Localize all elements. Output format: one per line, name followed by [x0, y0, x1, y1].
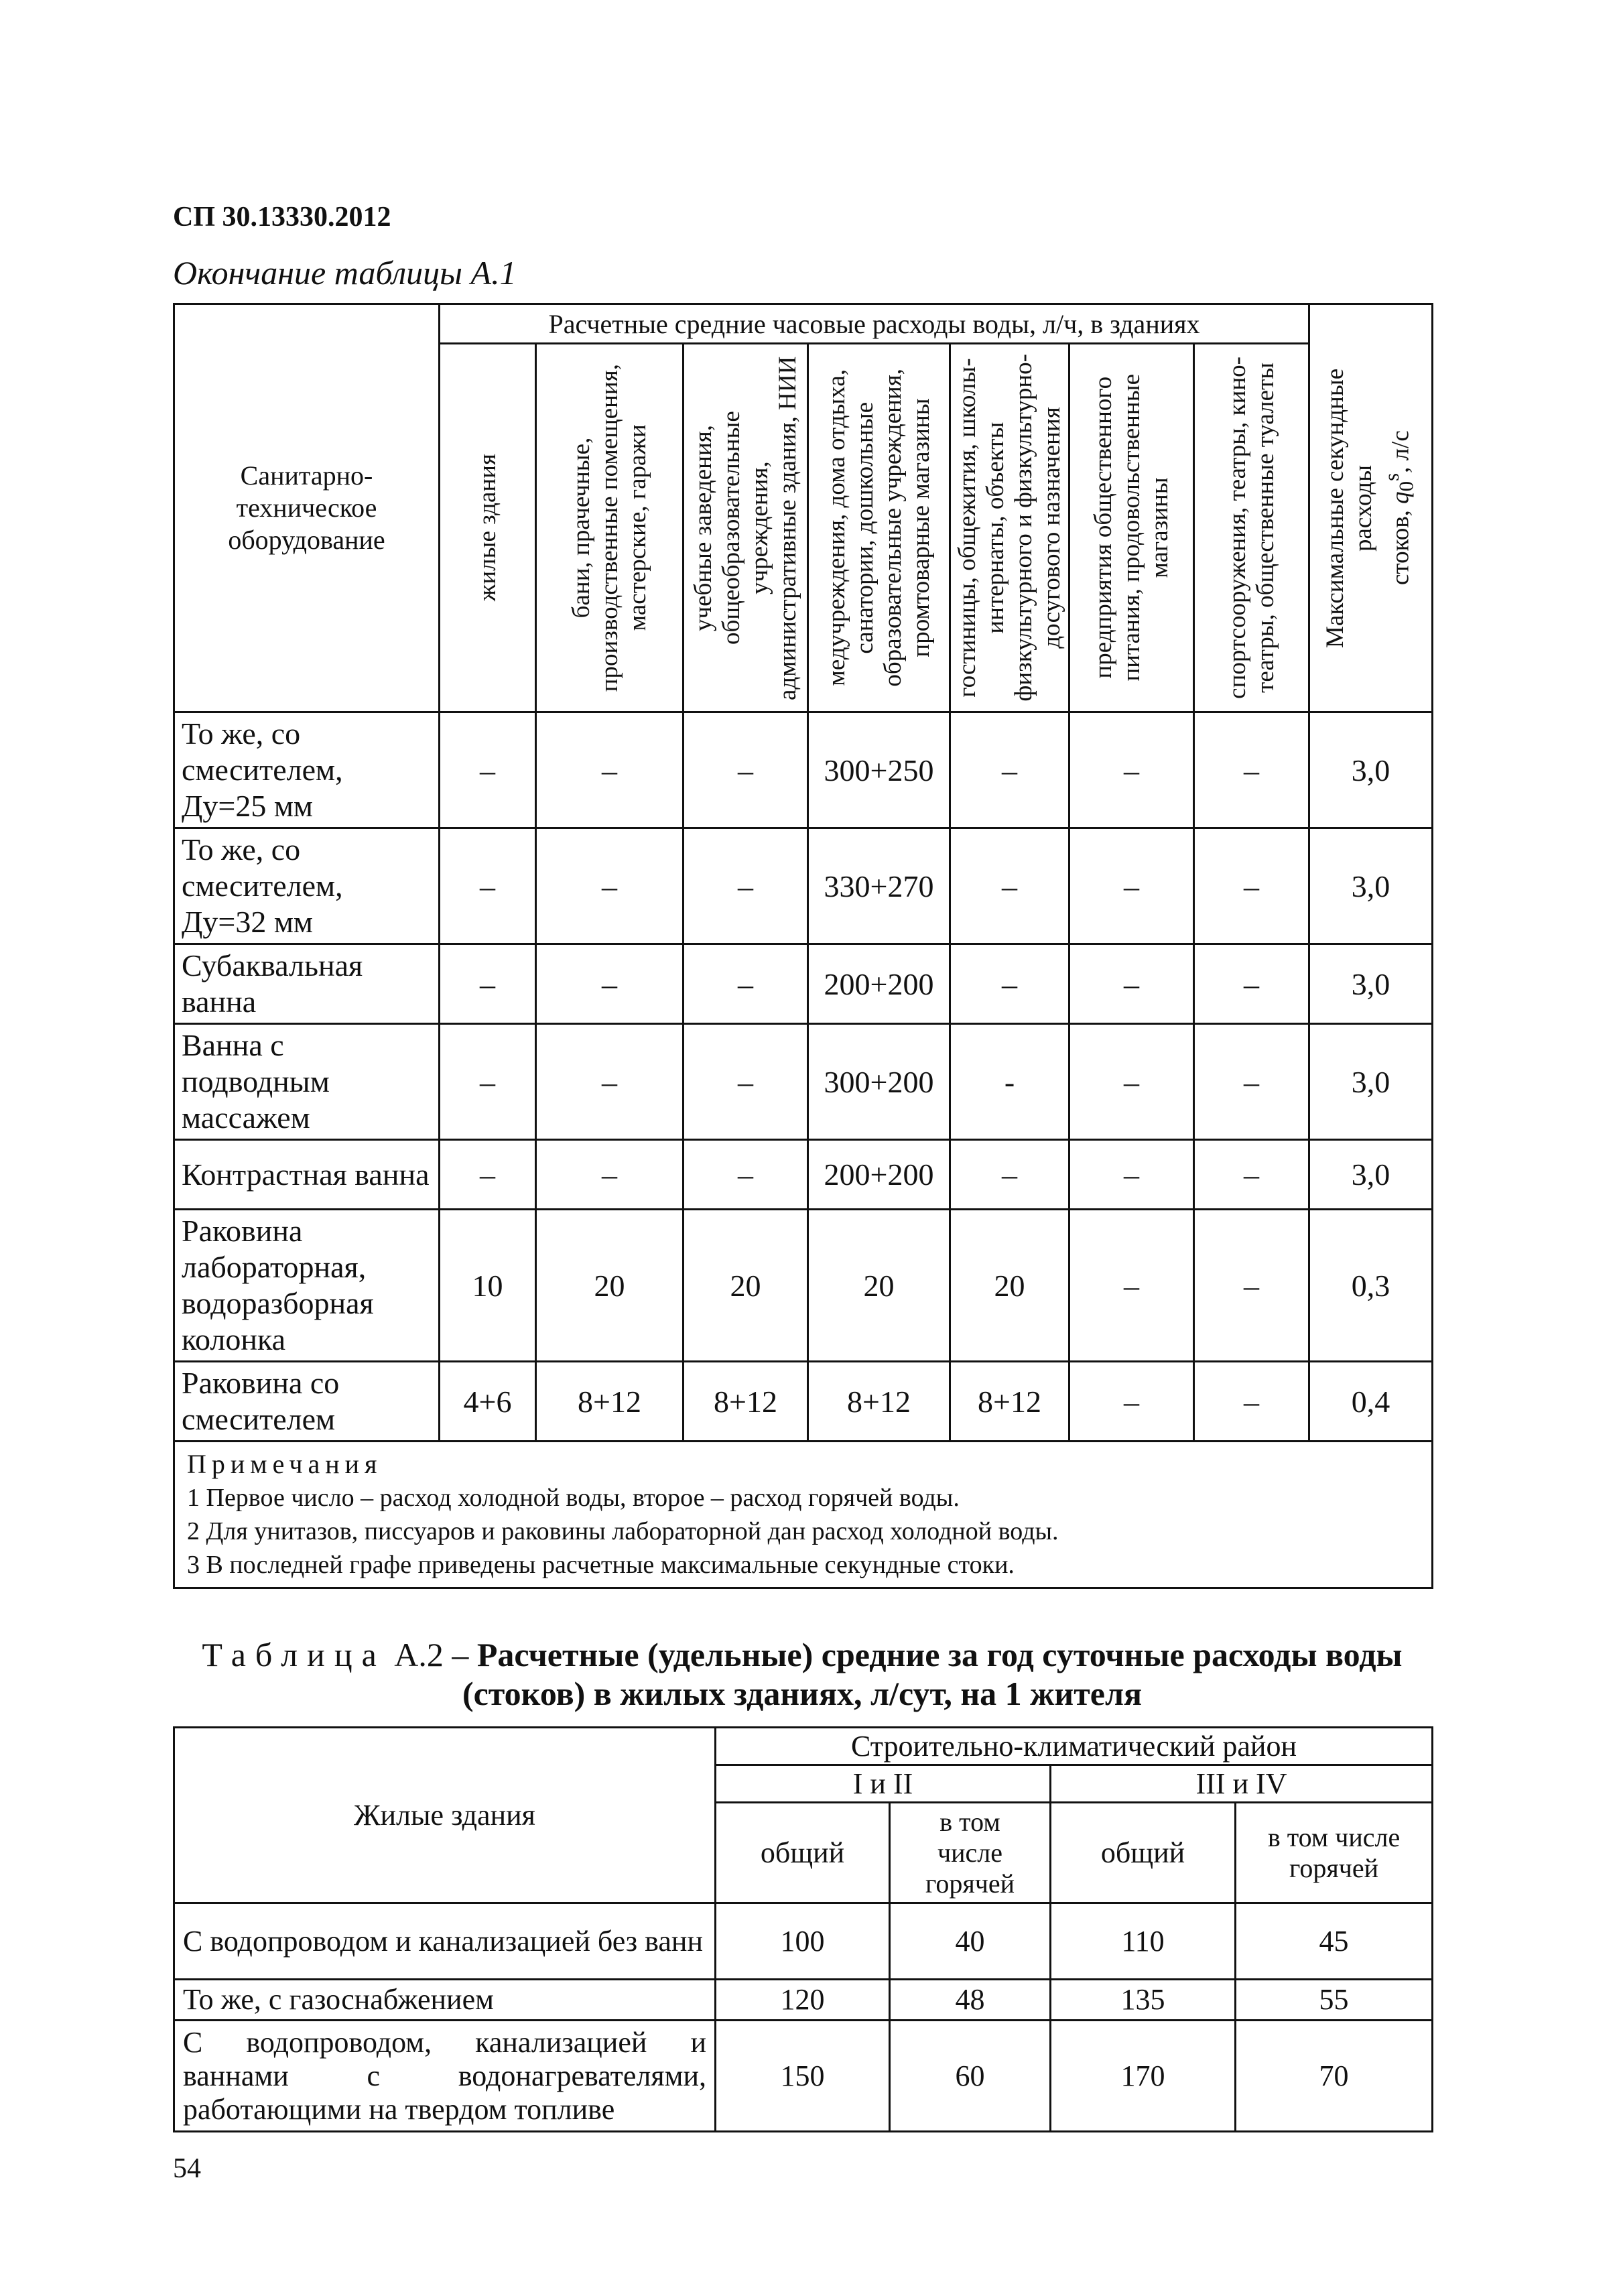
col-header-baths-laundries: бани, прачечные, производственные помещения, мастерские, гаражи [536, 344, 684, 712]
flow-value: – [1069, 1024, 1194, 1140]
flow-value: – [440, 1024, 536, 1140]
building-type: С водопроводом и канализацией без ванн [174, 1903, 716, 1980]
building-type: То же, с газоснабжением [174, 1980, 716, 2021]
flow-value: 20 [536, 1210, 684, 1362]
table-row [174, 1903, 1433, 1980]
zone-1-2-total-header: общий [716, 1803, 890, 1903]
consumption-value: 150 [716, 2021, 890, 2132]
flow-value: 20 [950, 1210, 1069, 1362]
max-discharge-value: 3,0 [1309, 712, 1433, 828]
flow-value: – [684, 1024, 808, 1140]
flow-value: – [684, 828, 808, 944]
flow-value: – [440, 1140, 536, 1210]
flow-value: – [440, 944, 536, 1024]
flow-value: – [440, 828, 536, 944]
consumption-value: 135 [1051, 1980, 1236, 2021]
flow-value: – [440, 712, 536, 828]
table-row [174, 2021, 1433, 2132]
equipment-name: Субаквальная ванна [174, 944, 440, 1024]
consumption-value: 40 [890, 1903, 1051, 1980]
max-discharge-header-text: Максимальные секундные расходы стоков, $q_0^s$, л/с [1321, 368, 1418, 648]
consumption-value: 60 [890, 2021, 1051, 2132]
flow-value: – [684, 712, 808, 828]
consumption-value: 55 [1236, 1980, 1433, 2021]
max-discharge-value: 0,3 [1309, 1210, 1433, 1362]
col-header-sports-theatres: спортсооружения, театры, кино- театры, общественные туалеты [1194, 344, 1309, 712]
consumption-value: 45 [1236, 1903, 1433, 1980]
climate-zone-header: Строительно-климатический район [716, 1728, 1433, 1765]
consumption-value: 48 [890, 1980, 1051, 2021]
equipment-header-text: Санитарно- техническое оборудование [228, 460, 385, 555]
table-row [174, 1980, 1433, 2021]
flow-value: - [950, 1024, 1069, 1140]
flow-value: 8+12 [536, 1362, 684, 1442]
table-row [174, 1140, 1433, 1210]
flow-value: – [1069, 828, 1194, 944]
equipment-name: Ванна с подводным массажем [174, 1024, 440, 1140]
table-label: Таблица [202, 1636, 386, 1673]
equipment-name: То же, со смесителем, Ду=25 мм [174, 712, 440, 828]
flow-value: – [536, 1140, 684, 1210]
table-continuation-title: Окончание таблицы А.1 [173, 254, 517, 292]
page-number: 54 [173, 2153, 201, 2184]
max-discharge-value: 3,0 [1309, 828, 1433, 944]
table-number: А.2 – [394, 1636, 469, 1673]
table-a2 [173, 1726, 1433, 2132]
residential-buildings-header: Жилые здания [174, 1728, 716, 1903]
flow-value: – [1069, 1140, 1194, 1210]
col-header-educational: учебные заведения, общеобразовательные учреждения, административные здания, НИИ [684, 344, 808, 712]
flow-value: – [1069, 1362, 1194, 1442]
consumption-value: 100 [716, 1903, 890, 1980]
flow-value: 300+250 [808, 712, 950, 828]
note-3: 3 В последней графе приведены расчетные максимальные секундные стоки. [187, 1551, 1015, 1579]
flow-value: – [950, 712, 1069, 828]
flow-value: 200+200 [808, 1140, 950, 1210]
flow-value: 20 [684, 1210, 808, 1362]
table-a1 [173, 303, 1433, 1589]
flow-value: – [1194, 828, 1309, 944]
flow-value: – [1069, 944, 1194, 1024]
equipment-name: То же, со смесителем, Ду=32 мм [174, 828, 440, 944]
building-type: С водопроводом, канализацией и ваннами с водонагревателями, работающими на твердом топливе [174, 2021, 716, 2132]
zone-3-4-hot-header: в том числе горячей [1236, 1803, 1433, 1903]
flow-value: – [684, 1140, 808, 1210]
flow-value: – [536, 944, 684, 1024]
max-discharge-value: 3,0 [1309, 944, 1433, 1024]
max-discharge-value: 0,4 [1309, 1362, 1433, 1442]
col-header-catering: предприятия общественного питания, продовольственные магазины [1069, 344, 1194, 712]
notes-heading: Примечания [187, 1449, 383, 1479]
flow-value: – [950, 944, 1069, 1024]
flow-value: – [950, 1140, 1069, 1210]
flow-value: – [536, 828, 684, 944]
flow-value: – [536, 712, 684, 828]
zone-1-2-hot-header: в том числе горячей [890, 1803, 1051, 1903]
table-row [174, 1362, 1433, 1442]
flow-value: – [1069, 712, 1194, 828]
flow-value: 20 [808, 1210, 950, 1362]
col-header-residential: жилые здания [440, 344, 536, 712]
flow-value: – [1194, 1210, 1309, 1362]
flow-value: – [1194, 944, 1309, 1024]
equipment-header [174, 304, 440, 712]
flow-value: – [1194, 712, 1309, 828]
equipment-name: Контрастная ванна [174, 1140, 440, 1210]
flow-value: – [1069, 1210, 1194, 1362]
table-a2-caption: Расчетные (удельные) средние за год суточные расходы воды (стоков) в жилых зданиях, л/сут, на 1 жителя [462, 1636, 1403, 1712]
flow-value: 200+200 [808, 944, 950, 1024]
zone-3-4-header: III и IV [1051, 1765, 1433, 1803]
notes-cell [174, 1442, 1433, 1588]
flow-value: 330+270 [808, 828, 950, 944]
consumption-value: 110 [1051, 1903, 1236, 1980]
col-header-medical: медучреждения, дома отдыха, санатории, дошкольные образовательные учреждения, промтоварные магазины [808, 344, 950, 712]
flow-value: 8+12 [808, 1362, 950, 1442]
document-code: СП 30.13330.2012 [173, 202, 391, 233]
flow-value: – [950, 828, 1069, 944]
equipment-name: Раковина со смесителем [174, 1362, 440, 1442]
table-a2-title [173, 1635, 1431, 1713]
note-1: 1 Первое число – расход холодной воды, второе – расход горячей воды. [187, 1484, 960, 1512]
flow-value: – [684, 944, 808, 1024]
flow-value: 300+200 [808, 1024, 950, 1140]
zone-1-2-header: I и II [716, 1765, 1051, 1803]
table-row [174, 1210, 1433, 1362]
consumption-value: 120 [716, 1980, 890, 2021]
note-2: 2 Для унитазов, писсуаров и раковины лабораторной дан расход холодной воды. [187, 1517, 1059, 1545]
table-row [174, 712, 1433, 828]
flow-value: 8+12 [950, 1362, 1069, 1442]
consumption-value: 170 [1051, 2021, 1236, 2132]
flow-value: – [1194, 1362, 1309, 1442]
flow-value: – [536, 1024, 684, 1140]
col-header-hotels: гостиницы, общежития, школы- интернаты, объекты физкультурного и физкультурно- досугового назначения [950, 344, 1069, 712]
max-discharge-header [1309, 304, 1433, 712]
max-discharge-value: 3,0 [1309, 1024, 1433, 1140]
flow-value: 4+6 [440, 1362, 536, 1442]
hourly-flow-group-header: Расчетные средние часовые расходы воды, л/ч, в зданиях [440, 304, 1309, 344]
flow-value: – [1194, 1140, 1309, 1210]
zone-3-4-total-header: общий [1051, 1803, 1236, 1903]
table-row [174, 828, 1433, 944]
table-row [174, 1024, 1433, 1140]
max-discharge-value: 3,0 [1309, 1140, 1433, 1210]
flow-value: – [1194, 1024, 1309, 1140]
equipment-name: Раковина лабораторная, водоразборная колонка [174, 1210, 440, 1362]
table-row [174, 944, 1433, 1024]
consumption-value: 70 [1236, 2021, 1433, 2132]
flow-value: 8+12 [684, 1362, 808, 1442]
flow-value: 10 [440, 1210, 536, 1362]
